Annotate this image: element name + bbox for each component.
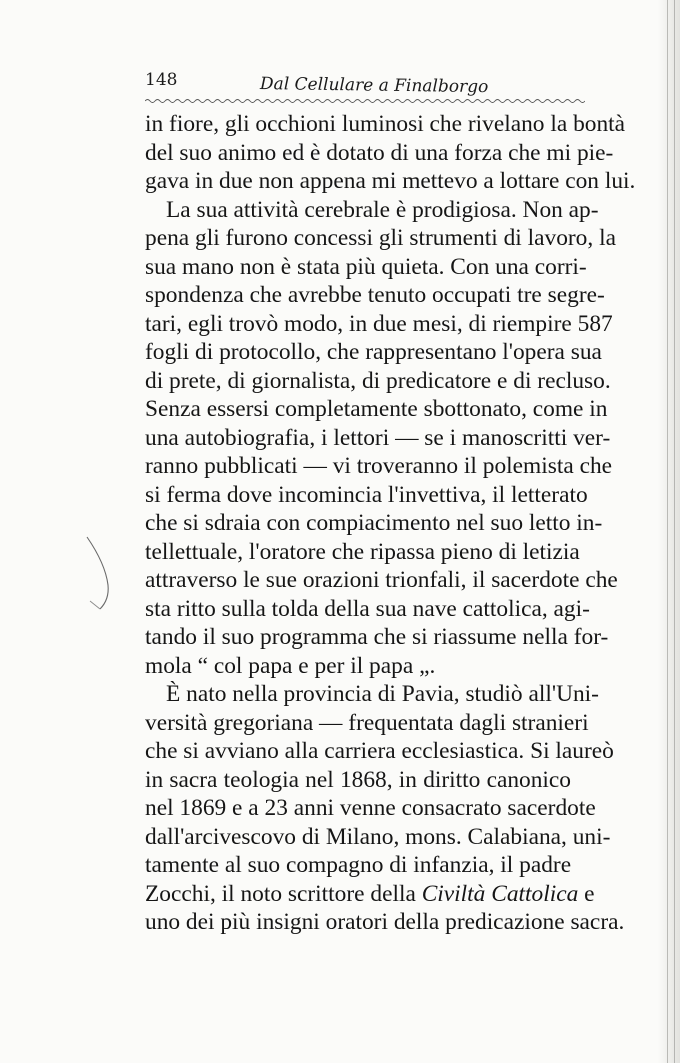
- page-edge-line: [667, 0, 668, 1063]
- text-line: sta ritto sulla tolda della sua nave cattolica, agi-: [145, 595, 590, 622]
- text-segment: Zocchi, il noto scrittore della: [145, 880, 422, 907]
- running-title: Dal Cellulare a Finalborgo: [259, 74, 489, 98]
- paragraph: [145, 680, 625, 937]
- text-line: Senza essersi completamente sbottonato, come in: [145, 396, 608, 422]
- text-line: di prete, di giornalista, di predicatore e di recluso.: [145, 367, 611, 394]
- page-number: 148: [145, 70, 178, 90]
- text-line: del suo animo ed è dotato di una forza che mi pie-: [145, 139, 614, 166]
- text-line: uno dei più insigni oratori della predicazione sacra.: [145, 909, 625, 935]
- text-line: versità gregoriana — frequentata dagli stranieri: [145, 709, 589, 736]
- text-segment: e: [578, 880, 595, 907]
- text-line: spondenza che avrebbe tenuto occupati tre segre-: [145, 282, 605, 308]
- text-line: attraverso le sue orazioni trionfali, il sacerdote che: [145, 567, 618, 593]
- pencil-margin-mark: [84, 535, 118, 615]
- text-line: che si sdraia con compiacimento nel suo letto in-: [145, 510, 603, 536]
- running-header: [145, 66, 585, 96]
- text-line: [145, 880, 595, 909]
- text-line: La sua attività cerebrale è prodigiosa. Non ap-: [166, 196, 599, 223]
- text-line: in fiore, gli occhioni luminosi che rivelano la bontà: [145, 111, 626, 137]
- italic-journal-title: Civiltà Cattolica: [421, 880, 579, 907]
- text-line: gava in due non appena mi mettevo a lottare con lui.: [145, 168, 636, 194]
- text-line: tellettuale, l'oratore che ripassa pieno di letizia: [145, 538, 580, 565]
- text-line: che si avviano alla carriera ecclesiastica. Si laureò: [145, 738, 614, 764]
- text-line: dall'arcivescovo di Milano, mons. Calabiana, uni-: [145, 823, 611, 850]
- text-line: pena gli furono concessi gli strumenti di lavoro, la: [145, 225, 616, 251]
- page-body-text: [145, 110, 636, 937]
- text-line: tando il suo programma che si riassume nella for-: [145, 624, 609, 650]
- text-line: fogli di protocollo, che rappresentano l'opera sua: [145, 339, 602, 365]
- text-line: mola “ col papa e per il papa „.: [145, 652, 436, 679]
- text-line: tamente al suo compagno di infanzia, il padre: [145, 852, 572, 878]
- paragraph: [145, 196, 618, 681]
- text-line: in sacra teologia nel 1868, in diritto canonico: [145, 766, 571, 793]
- text-line: tari, egli trovò modo, in due mesi, di riempire 587: [145, 310, 613, 337]
- text-line: sua mano non è stata più quieta. Con una corri-: [145, 253, 587, 280]
- text-line: si ferma dove incomincia l'invettiva, il letterato: [145, 481, 588, 508]
- paragraph: [145, 110, 636, 196]
- page-edge-shadow: [658, 0, 680, 1063]
- text-line: È nato nella provincia di Pavia, studiò all'Uni-: [166, 681, 599, 707]
- text-line: una autobiografia, i lettori — se i manoscritti ver-: [145, 424, 611, 451]
- header-wavy-rule: [145, 98, 585, 104]
- text-line: nel 1869 e a 23 anni venne consacrato sacerdote: [145, 795, 596, 821]
- page-edge-line: [674, 0, 675, 1063]
- text-line: ranno pubblicati — vi troveranno il polemista che: [145, 453, 613, 479]
